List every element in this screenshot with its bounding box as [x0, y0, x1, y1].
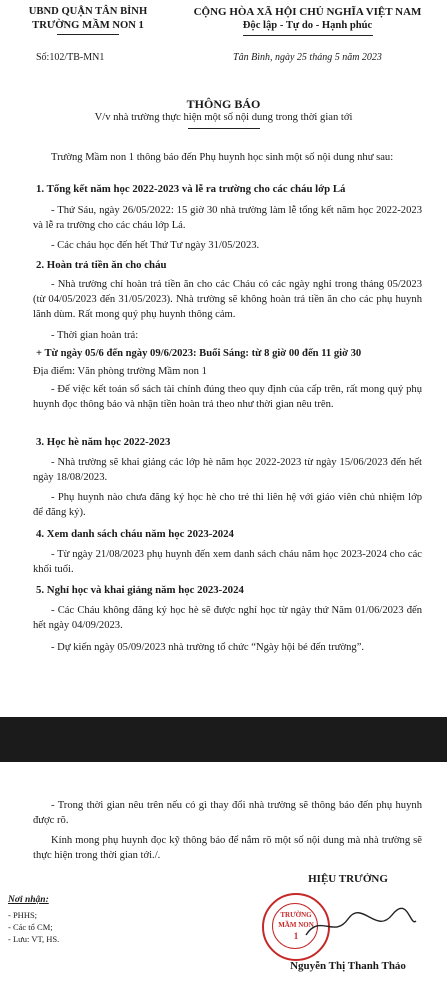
- subtitle-underline: [188, 128, 260, 129]
- closing-paragraph-1: - Trong thời gian nêu trên nếu có gì thay đổi nhà trường sẽ thông báo đến phụ huynh được rõ.: [33, 800, 422, 826]
- recipient-item: - PHHS;: [8, 910, 38, 920]
- school-name: TRƯỜNG MẦM NON 1: [32, 20, 144, 31]
- section-3-paragraph-1: - Nhà trường sẽ khai giảng các lớp hè năm học 2022-2023 từ ngày 15/06/2023 đến hết ngày 18/08/2023.: [33, 457, 422, 483]
- school-name-underline: [57, 34, 119, 35]
- page-break-band: [0, 717, 447, 762]
- document-number: Số:102/TB-MN1: [36, 52, 105, 63]
- national-title: CỘNG HÒA XÃ HỘI CHỦ NGHĨA VIỆT NAM: [193, 6, 422, 18]
- section-5-paragraph-1: - Các Cháu không đăng ký học hè sẽ được nghỉ học từ ngày thứ Năm 01/06/2023 đến hết ngày 04/09/2023.: [33, 605, 422, 631]
- section-2-paragraph-4: Địa điểm: Văn phòng trường Mầm non 1: [33, 366, 207, 377]
- notice-subtitle: V/v nhà trường thực hiện một số nội dung trong thời gian tới: [94, 112, 353, 123]
- signer-name: Nguyễn Thị Thanh Thảo: [290, 960, 406, 972]
- recipient-item: - Các tổ CM;: [8, 922, 53, 932]
- signer-role: HIỆU TRƯỞNG: [308, 873, 388, 885]
- closing-paragraph-2: Kính mong phụ huynh đọc kỹ thông báo để nắm rõ một số nội dung mà nhà trường sẽ thực hiện trong thời gian tới./.: [33, 835, 422, 861]
- section-2-paragraph-1: - Nhà trường chỉ hoàn trả tiền ăn cho các Cháu có các ngày nghỉ trong tháng 05/2023 (từ 04/05/2023 đến 31/05/2023). Nhà trường sẽ không hoàn trả tiền ăn cho các phụ huynh lãnh dùm. Rất mong quý phụ huynh thông cảm.: [33, 279, 422, 320]
- intro-paragraph: Trường Mầm non 1 thông báo đến Phụ huynh học sinh một số nội dung như sau:: [51, 152, 394, 163]
- section-1-heading: 1. Tổng kết năm học 2022-2023 và lễ ra trường cho các cháu lớp Lá: [36, 183, 346, 195]
- handwritten-signature: [300, 905, 420, 945]
- section-5-paragraph-2: - Dự kiến ngày 05/09/2023 nhà trường tổ chức “Ngày hội bé đến trường”.: [51, 642, 365, 653]
- seal-text-line-1: TRƯỜNG: [280, 911, 312, 919]
- section-2-paragraph-5: - Để việc kết toán sổ sách tài chính đúng theo quy định của cấp trên, rất mong quý phụ huynh đọc thông báo và nhận tiền hoàn trả theo như thời gian nêu trên.: [33, 384, 422, 410]
- notice-title: THÔNG BÁO: [186, 97, 261, 111]
- section-3-paragraph-2: - Phụ huynh nào chưa đăng ký học hè cho trẻ thì liên hệ với giáo viên chủ nhiệm lớp để đăng ký).: [33, 492, 422, 518]
- section-3-heading: 3. Học hè năm học 2022-2023: [36, 436, 171, 448]
- issue-date: Tân Bình, ngày 25 tháng 5 năm 2023: [233, 52, 382, 63]
- section-5-heading: 5. Nghỉ học và khai giảng năm học 2023-2024: [36, 584, 244, 596]
- section-2-paragraph-2: - Thời gian hoàn trả:: [51, 330, 139, 341]
- recipients-label: Nơi nhận:: [8, 895, 49, 905]
- section-4-heading: 4. Xem danh sách cháu năm học 2023-2024: [36, 528, 234, 540]
- seal-text-line-2: MẦM NON: [278, 921, 314, 929]
- seal-text-line-3: 1: [293, 931, 299, 941]
- motto-underline: [243, 35, 373, 36]
- section-1-paragraph-1: - Thứ Sáu, ngày 26/05/2022: 15 giờ 30 nhà trường làm lễ tổng kết năm học 2022-2023 và lễ ra trường cho các cháu lớp Lá.: [33, 205, 422, 231]
- section-4-paragraph-1: - Từ ngày 21/08/2023 phụ huynh đến xem danh sách cháu năm học 2023-2024 cho các khối tuổi.: [33, 549, 422, 575]
- section-2-paragraph-3: + Từ ngày 05/6 đến ngày 09/6/2023: Buổi Sáng: từ 8 giờ 00 đến 11 giờ 30: [36, 348, 362, 359]
- section-2-heading: 2. Hoàn trả tiền ăn cho cháu: [36, 259, 167, 271]
- section-1-paragraph-2: - Các cháu học đến hết Thứ Tư ngày 31/05/2023.: [51, 240, 260, 251]
- agency-name: UBND QUẬN TÂN BÌNH: [28, 6, 148, 17]
- national-motto: Độc lập - Tự do - Hạnh phúc: [242, 20, 373, 31]
- recipient-item: - Lưu: VT, HS.: [8, 934, 60, 944]
